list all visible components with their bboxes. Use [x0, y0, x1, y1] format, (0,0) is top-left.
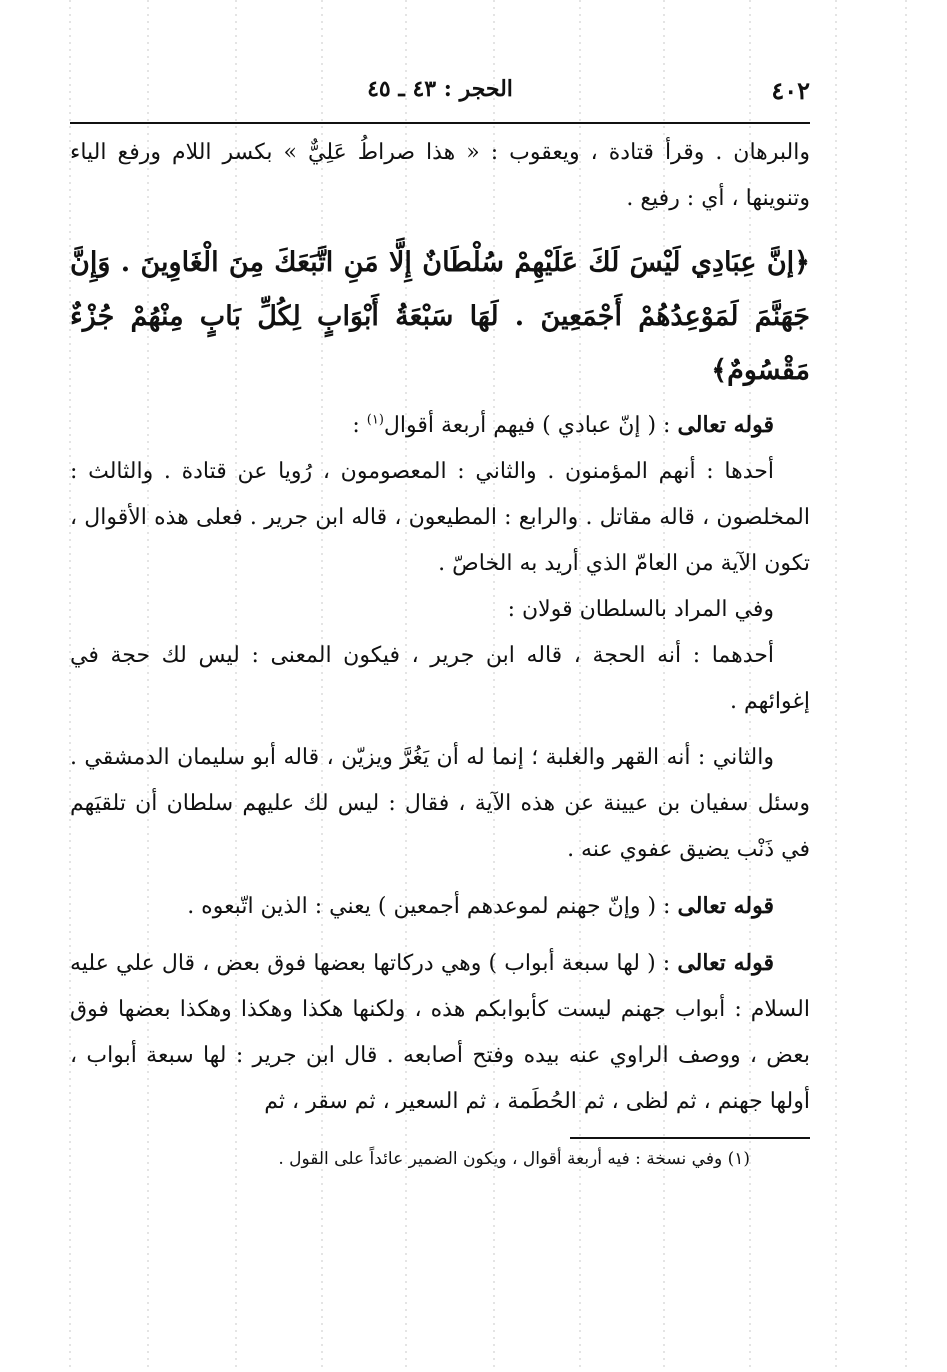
footnote-marker: (١) — [366, 412, 384, 428]
paragraph-2-end: : — [352, 413, 367, 438]
paragraph-1: والبرهان . وقرأ قتادة ، ويعقوب : « هذا صراطُ عَلِيٌّ » بكسر اللام ورفع الياء وتنوينها ، أي : رفيع . — [70, 140, 810, 211]
header-rule — [70, 122, 810, 124]
paragraph-6: والثاني : أنه القهر والغلبة ؛ إنما له أن يَغُرَّ ويزيّن ، قاله أبو سليمان الدمشقي . وسئل سفيان بن عيينة عن هذه الآية ، فقال : ليس لك عليهم سلطان أن تلقيَهم في ذَنْب يضيق عفوي عنه . — [70, 745, 810, 862]
page-number: ٤٠٢ — [771, 76, 810, 105]
body-text — [70, 130, 810, 1125]
footnote: (١) وفي نسخة : فيه أربعة أقوال ، ويكون الضمير عائداً على القول . — [278, 1149, 750, 1169]
paragraph-7 — [70, 883, 810, 930]
document-page — [70, 70, 810, 1173]
paragraph-7-text: : ( وإنّ جهنم لموعدهم أجمعين ) يعني : الذين اتّبعوه . — [187, 894, 678, 919]
paragraph-8 — [70, 940, 810, 1125]
verse-lead-label: قوله تعالى — [677, 893, 774, 919]
paragraph-5: أحدهما : أنه الحجة ، قاله ابن جرير ، فيكون المعنى : ليس لك حجة في إغوائهم . — [70, 643, 810, 714]
paragraph-8-text: : ( لها سبعة أبواب ) وهي دركاتها بعضها فوق بعض ، قال علي عليه السلام : أبواب جهنم ليست كأبوابكم هذه ، ولكنها هكذا وهكذا وهكذا بعضها فوق بعض ، ووصف الراوي عنه بيده وفتح أصابعه . قال ابن جرير : لها سبعة أبواب ، أولها جهنم ، ثم لظى ، ثم الحُطَمة ، ثم السعير ، ثم سقر ، ثم — [70, 951, 810, 1114]
footnote-rule — [570, 1137, 810, 1139]
quran-verse: ﴿إنَّ عِبَادِي لَيْسَ لَكَ عَلَيْهِمْ سُلْطَانٌ إِلَّا مَنِ اتَّبَعَكَ مِنَ الْغَاوِينَ . وَإِنَّ جَهَنَّمَ لَمَوْعِدُهُمْ أَجْمَعِينَ . لَهَا سَبْعَةُ أَبْوَابٍ لِكُلِّ بَابٍ مِنْهُمْ جُزْءٌ مَقْسُومٌ﴾ — [70, 247, 810, 386]
page-header — [70, 70, 810, 124]
verse-lead-label: قوله تعالى — [677, 412, 774, 438]
running-head: الحجر : ٤٣ ـ ٤٥ — [367, 76, 513, 102]
paragraph-4: وفي المراد بالسلطان قولان : — [507, 597, 774, 622]
paragraph-2-text: : ( إنّ عبادي ) فيهم أربعة أقوال — [383, 413, 678, 438]
paragraph-2 — [70, 402, 810, 449]
paragraph-3: أحدها : أنهم المؤمنون . والثاني : المعصومون ، رُويا عن قتادة . والثالث : المخلصون ، قاله مقاتل . والرابع : المطيعون ، قاله ابن جرير . فعلى هذه الأقوال ، تكون الآية من العامّ الذي أريد به الخاصّ . — [70, 459, 810, 576]
verse-lead-label: قوله تعالى — [677, 950, 774, 976]
